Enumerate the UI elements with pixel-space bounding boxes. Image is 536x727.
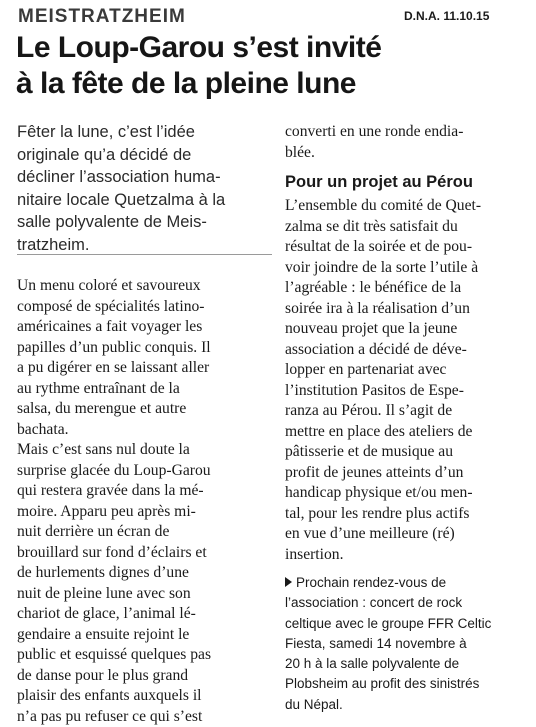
body-line: bachata. [17, 420, 275, 441]
body-line: gendaire a ensuite rejoint le [17, 625, 275, 646]
body-line: Un menu coloré et savoureux [17, 276, 275, 297]
kicker-locality: MEISTRATZHEIM [18, 6, 186, 28]
right-column-body [285, 196, 525, 565]
body-line: nuit derrière un écran de [17, 522, 275, 543]
subheading: Pour un projet au Pérou [285, 173, 473, 192]
body-line: papilles d’un public conquis. Il [17, 338, 275, 359]
chapo-line: salle polyvalente de Meis- [17, 211, 275, 234]
body-line: tal, pour les rendre plus actifs [285, 504, 525, 525]
chapo-line: tratzheim. [17, 234, 275, 257]
body-line: pâtisserie et de musique au [285, 442, 525, 463]
chapo [17, 121, 275, 257]
body-line: nuit de pleine lune avec son [17, 584, 275, 605]
chapo-line: nitaire locale Quetzalma à la [17, 189, 275, 212]
source-date: D.N.A. 11.10.15 [404, 9, 489, 23]
body-line: converti en une ronde endia- [285, 122, 525, 143]
body-line: association a décidé de déve- [285, 340, 525, 361]
event-note [285, 573, 525, 715]
body-line: nouveau projet que la jeune [285, 319, 525, 340]
headline [16, 30, 526, 102]
left-column-body [17, 276, 275, 727]
chapo-line: décliner l’association huma- [17, 166, 275, 189]
headline-line: Le Loup-Garou s’est invité [16, 30, 526, 66]
headline-line: à la fête de la pleine lune [16, 66, 526, 102]
note-line: celtique avec le groupe FFR Celtic [285, 614, 525, 634]
body-line: voir joindre de la sorte l’utile à [285, 258, 525, 279]
body-line: surprise glacée du Loup-Garou [17, 461, 275, 482]
body-line: de hurlements dignes d’une [17, 563, 275, 584]
body-line: en vue d’une meilleure (ré) [285, 524, 525, 545]
body-line: américaines a fait voyager les [17, 317, 275, 338]
note-line: Plobsheim au profit des sinistrés [285, 674, 525, 694]
body-line: moire. Apparu peu après mi- [17, 502, 275, 523]
body-line: Mais c’est sans nul doute la [17, 440, 275, 461]
body-line: lopper en partenariat avec [285, 360, 525, 381]
chapo-line: Fêter la lune, c’est l’idée [17, 121, 275, 144]
chapo-divider [17, 254, 272, 255]
body-line: handicap physique et/ou men- [285, 483, 525, 504]
body-line: au rythme entraînant de la [17, 379, 275, 400]
body-line: blée. [285, 143, 525, 164]
note-line: l’association : concert de rock [285, 593, 525, 613]
body-line: L’ensemble du comité de Quet- [285, 196, 525, 217]
body-line: brouillard sur fond d’éclairs et [17, 543, 275, 564]
note-text: Prochain rendez-vous de [296, 575, 446, 590]
body-line: soirée ira à la réalisation d’un [285, 299, 525, 320]
body-line: composé de spécialités latino- [17, 297, 275, 318]
right-column-continuation [285, 122, 525, 163]
body-line: a pu digérer en se laissant aller [17, 358, 275, 379]
body-line: zalma se dit très satisfait du [285, 217, 525, 238]
body-line: public et esquissé quelques pas [17, 645, 275, 666]
body-line: de danse pour le plus grand [17, 666, 275, 687]
body-line: l’institution Pasitos de Espe- [285, 381, 525, 402]
body-line: mettre en place des ateliers de [285, 422, 525, 443]
body-line: résultat de la soirée et de pou- [285, 237, 525, 258]
note-line [285, 573, 525, 593]
body-line: salsa, du merengue et autre [17, 399, 275, 420]
body-line: insertion. [285, 545, 525, 566]
chapo-line: originale qu’a décidé de [17, 144, 275, 167]
body-line: chariot de glace, l’animal lé- [17, 604, 275, 625]
body-line: n’a pas pu refuser ce qui s’est [17, 707, 275, 727]
body-line: l’agréable : le bénéfice de la [285, 278, 525, 299]
body-line: qui restera gravée dans la mé- [17, 481, 275, 502]
body-line: profit de jeunes atteints d’un [285, 463, 525, 484]
arrow-bullet-icon [285, 577, 292, 587]
note-line: du Népal. [285, 695, 525, 715]
body-line: ranza au Pérou. Il s’agit de [285, 401, 525, 422]
note-line: Fiesta, samedi 14 novembre à [285, 634, 525, 654]
body-line: plaisir des enfants auxquels il [17, 686, 275, 707]
note-line: 20 h à la salle polyvalente de [285, 654, 525, 674]
